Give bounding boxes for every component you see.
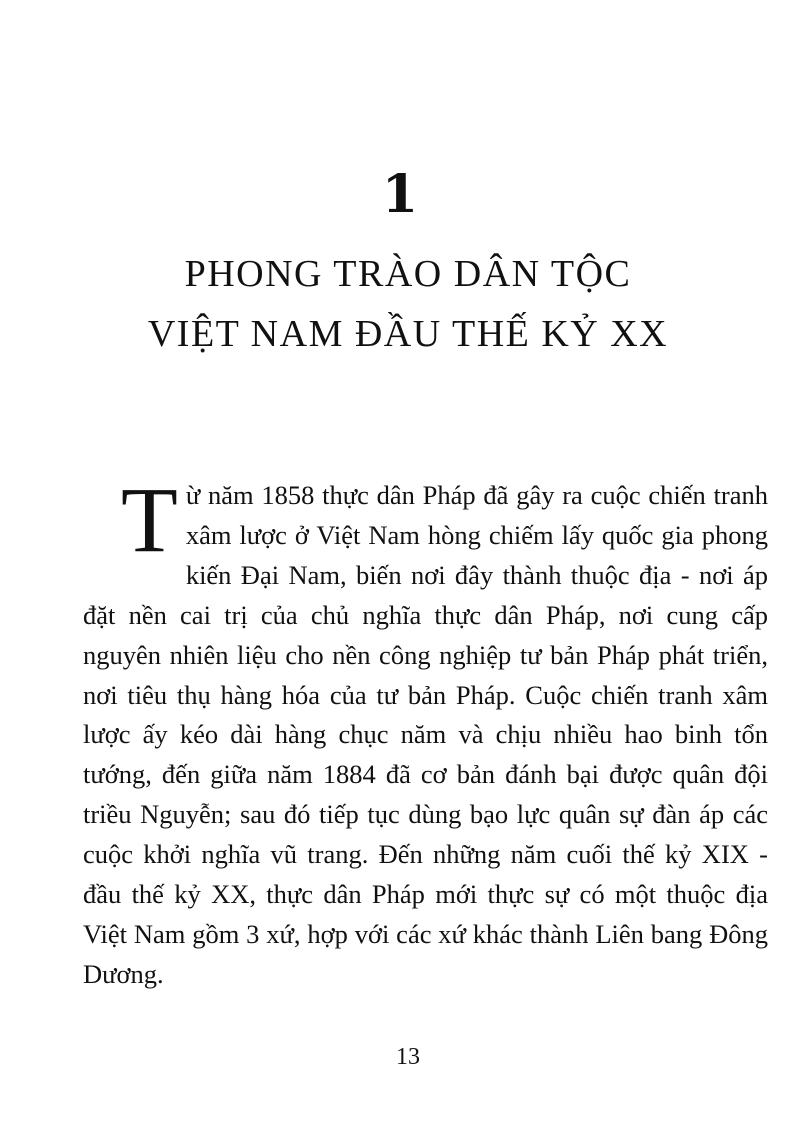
chapter-title-line-2: VIỆT NAM ĐẦU THẾ KỶ XX bbox=[147, 313, 669, 355]
drop-cap: T bbox=[121, 469, 178, 572]
chapter-title bbox=[0, 244, 800, 364]
body-paragraph bbox=[83, 469, 768, 995]
paragraph-text: ừ năm 1858 thực dân Pháp đã gây ra cuộc chiến tranh xâm lược ở Việt Nam hòng chiếm lấy quốc gia phong kiến Đại Nam, biến nơi đây thành thuộc địa - nơi áp đặt nền cai trị của chủ nghĩa thực dân Pháp, nơi cung cấp nguyên nhiên liệu cho nền công nghiệp tư bản Pháp phát triển, nơi tiêu thụ hàng hóa của tư bản Pháp. Cuộc chiến tranh xâm lược ấy kéo dài hàng chục năm và chịu nhiều hao binh tổn tướng, đến giữa năm 1884 đã cơ bản đánh bại được quân đội triều Nguyễn; sau đó tiếp tục dùng bạo lực quân sự đàn áp các cuộc khởi nghĩa vũ trang. Đến những năm cuối thế kỷ XIX - đầu thế kỷ XX, thực dân Pháp mới thực sự có một thuộc địa Việt Nam gồm 3 xứ, hợp với các xứ khác thành Liên bang Đông Dương. bbox=[83, 480, 768, 989]
page-number: 13 bbox=[396, 1044, 420, 1070]
chapter-title-line-1: PHONG TRÀO DÂN TỘC bbox=[184, 253, 632, 295]
chapter-number: 1 bbox=[381, 164, 419, 225]
